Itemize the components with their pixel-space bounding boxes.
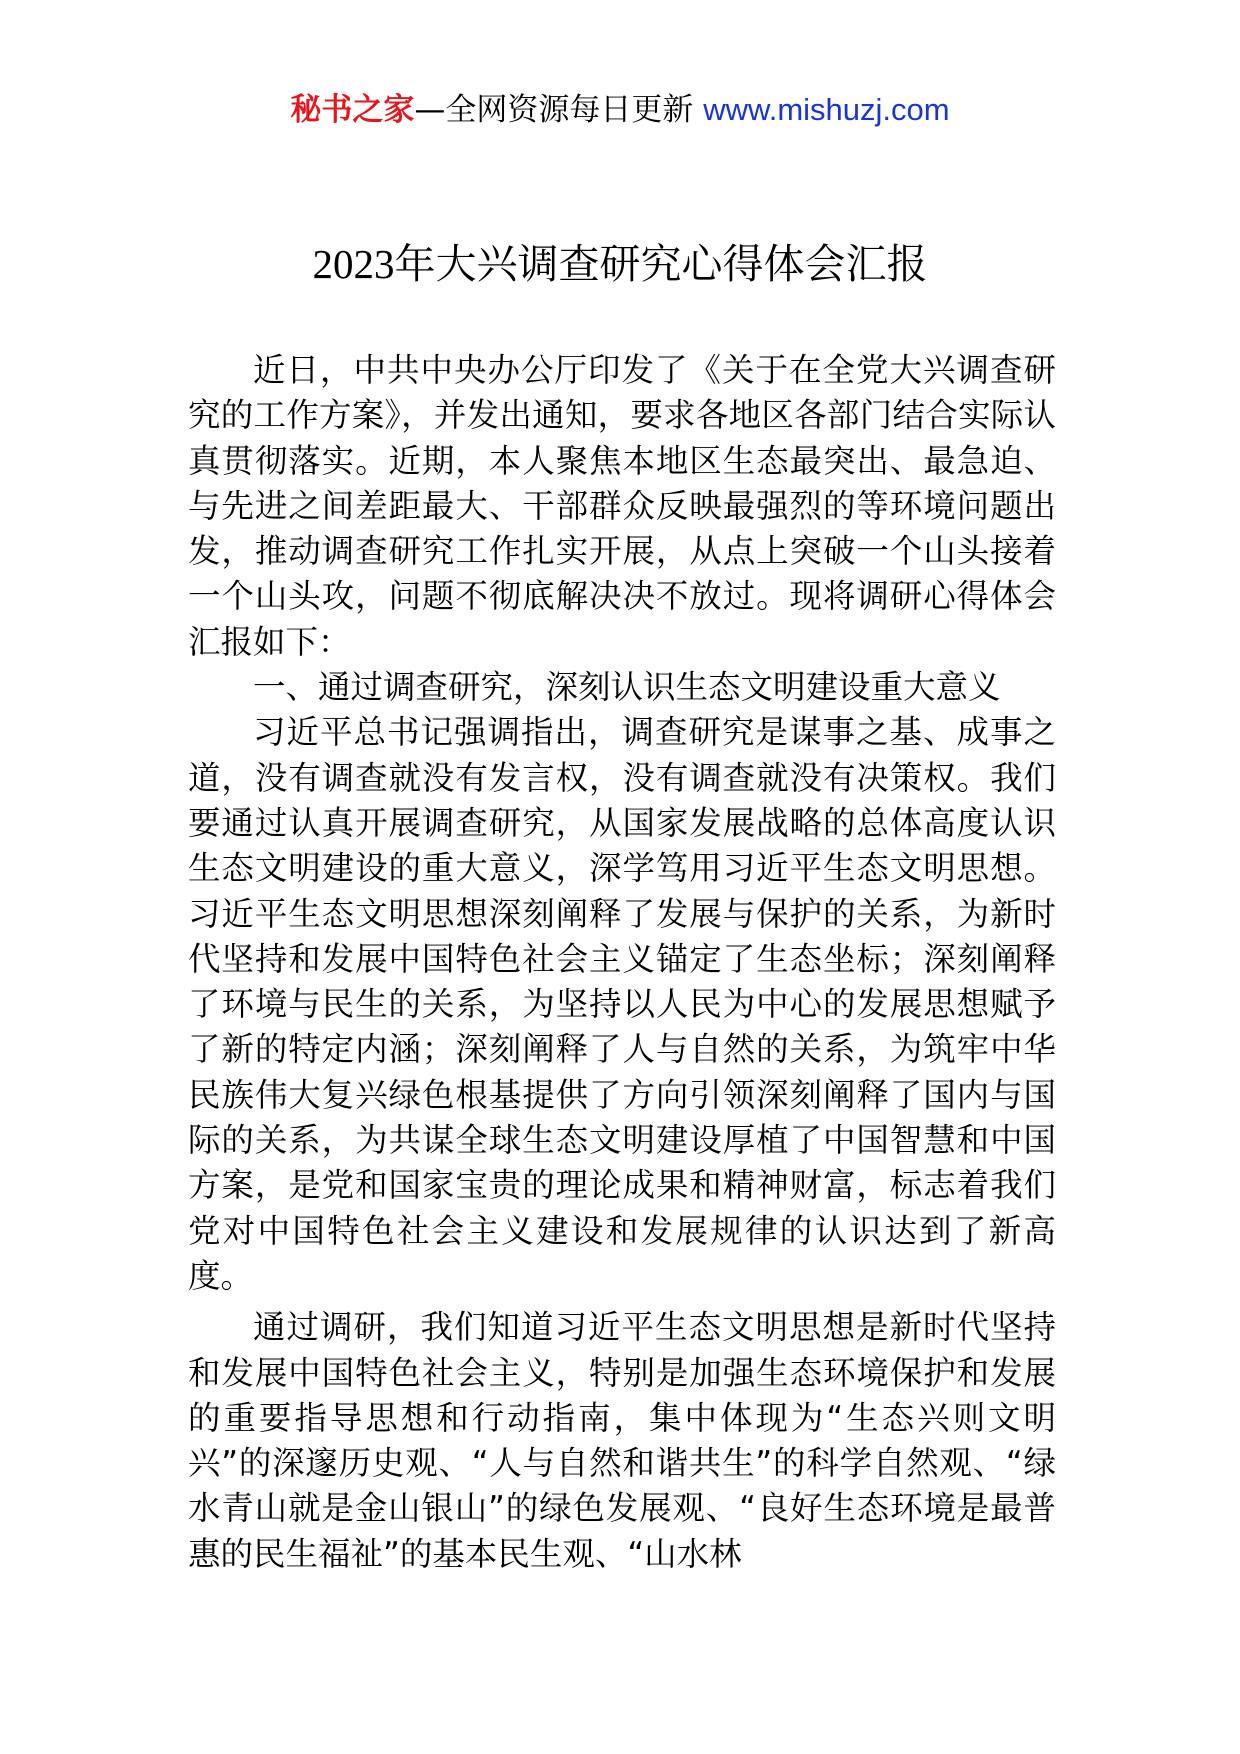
site-tagline: —全网资源每日更新: [414, 92, 704, 128]
paragraph-intro: 近日，中共中央办公厅印发了《关于在全党大兴调查研究的工作方案》，并发出通知，要求各地区各部门结合实际认真贯彻落实。近期，本人聚焦本地区生态最突出、最急迫、与先进之间差距最大、干部群众反映最强烈的等环境问题出发，推动调查研究工作扎实开展，从点上突破一个山头接着一个山头攻，问题不彻底解决决不放过。现将调研心得体会汇报如下：: [188, 351, 1056, 661]
title-text: 年大兴调查研究心得体会汇报: [394, 240, 928, 288]
title-year: 2023: [312, 241, 395, 287]
section-heading-1: 一、通过调查研究，深刻认识生态文明建设重大意义: [253, 668, 1001, 707]
site-banner: [0, 90, 1240, 130]
site-url-link[interactable]: www.mishuzj.com: [703, 92, 950, 127]
paragraph-section-1-a: 习近平总书记强调指出，调查研究是谋事之基、成事之道，没有调查就没有发言权，没有调查就没有决策权。我们要通过认真开展调查研究，从国家发展战略的总体高度认识生态文明建设的重大意义，深学笃用习近平生态文明思想。习近平生态文明思想深刻阐释了发展与保护的关系，为新时代坚持和发展中国特色社会主义锚定了生态坐标；深刻阐释了环境与民生的关系，为坚持以人民为中心的发展思想赋予了新的特定内涵；深刻阐释了人与自然的关系，为筑牢中华民族伟大复兴绿色根基提供了方向引领深刻阐释了国内与国际的关系，为共谋全球生态文明建设厚植了中国智慧和中国方案，是党和国家宝贵的理论成果和精神财富，标志着我们党对中国特色社会主义建设和发展规律的认识达到了新高度。: [188, 713, 1056, 1295]
document-body: [188, 348, 1056, 1577]
document-title: [0, 236, 1240, 292]
site-brand-name: 秘书之家: [290, 92, 415, 128]
paragraph-section-1-b: 通过调研，我们知道习近平生态文明思想是新时代坚持和发展中国特色社会主义，特别是加强生态环境保护和发展的重要指导思想和行动指南，集中体现为“生态兴则文明兴”的深邃历史观、“人与自然和谐共生”的科学自然观、“绿水青山就是金山银山”的绿色发展观、“良好生态环境是最普惠的民生福祉”的基本民生观、“山水林: [188, 1308, 1056, 1573]
